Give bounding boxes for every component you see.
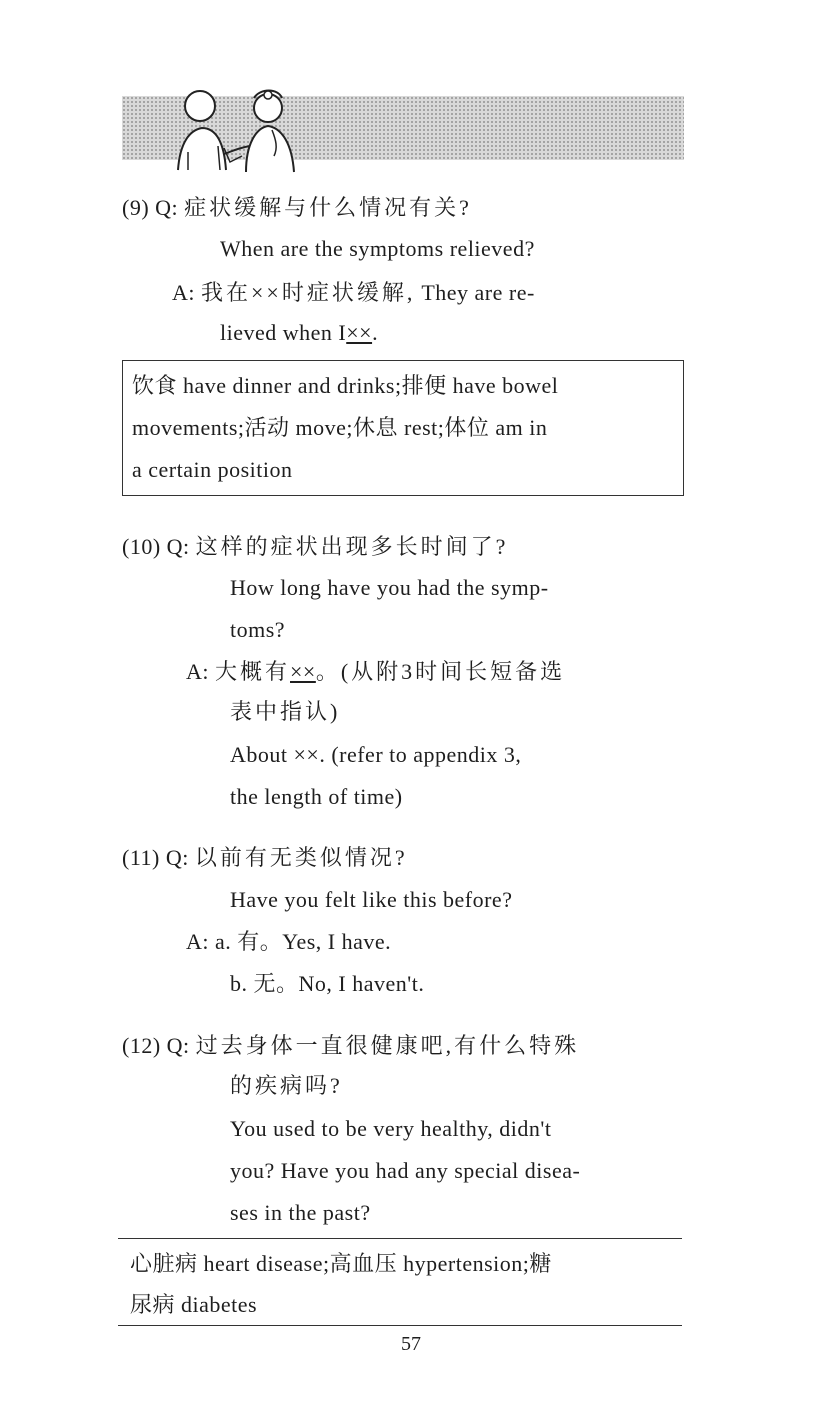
q9-question xyxy=(122,193,472,223)
q9-a-blank: ×× xyxy=(346,320,373,345)
q11-a-label: A: xyxy=(186,929,209,954)
q12-en-2: you? Have you had any special disea- xyxy=(230,1158,581,1183)
q10-label: (10) Q: xyxy=(122,534,190,559)
q9-a-zh: 我在××时症状缓解, xyxy=(201,280,416,305)
q12-zh-2: 的疾病吗? xyxy=(230,1073,343,1098)
q10-a-en-2: the length of time) xyxy=(230,784,403,809)
box2-bottom-rule xyxy=(118,1325,682,1326)
box2-line2: 尿病 diabetes xyxy=(130,1292,258,1317)
q10-a-zh-suffix: 。(从附3时间长短备选 xyxy=(315,659,566,684)
box1-line2: movements;活动 move;休息 rest;体位 am in xyxy=(132,415,548,440)
q10-a-zh-prefix: 大概有 xyxy=(215,659,291,684)
q11-answer xyxy=(186,927,391,957)
doctor-patient-illustration xyxy=(160,82,310,182)
q9-a-en-2: lieved when I xyxy=(220,320,347,345)
q9-zh: 症状缓解与什么情况有关? xyxy=(184,195,472,220)
q10-question xyxy=(122,532,508,562)
q11-en: Have you felt like this before? xyxy=(230,887,513,912)
q11-question xyxy=(122,843,408,873)
q9-a-en-1: They are re- xyxy=(421,280,535,305)
q11-a-option-b: b. 无。No, I haven't. xyxy=(230,971,425,996)
q12-en-3: ses in the past? xyxy=(230,1200,371,1225)
q12-zh-1: 过去身体一直很健康吧,有什么特殊 xyxy=(195,1033,580,1058)
q12-en-1: You used to be very healthy, didn't xyxy=(230,1116,552,1141)
box2-top-rule xyxy=(118,1238,682,1239)
q10-a-en-1: About ××. (refer to appendix 3, xyxy=(230,742,522,767)
q10-a-blank: ×× xyxy=(290,659,316,684)
q10-en-1: How long have you had the symp- xyxy=(230,575,549,600)
q9-answer xyxy=(172,278,535,308)
q10-a-zh-2: 表中指认) xyxy=(230,699,341,724)
q9-answer-cont xyxy=(220,318,378,348)
q11-label: (11) Q: xyxy=(122,845,189,870)
q9-a-label: A: xyxy=(172,280,195,305)
q12-label: (12) Q: xyxy=(122,1033,190,1058)
box1-line3: a certain position xyxy=(132,457,293,482)
q9-label: (9) Q: xyxy=(122,195,179,220)
q9-en: When are the symptoms relieved? xyxy=(220,236,535,261)
box2-line1: 心脏病 heart disease;高血压 hypertension;糖 xyxy=(130,1251,552,1276)
q10-zh: 这样的症状出现多长时间了? xyxy=(195,534,509,559)
box1-line1: 饮食 have dinner and drinks;排便 have bowel xyxy=(132,373,559,398)
q10-a-label: A: xyxy=(186,659,209,684)
q11-a-option-a: a. 有。Yes, I have. xyxy=(215,929,392,954)
page-number: 57 xyxy=(401,1333,421,1355)
q9-a-suffix: . xyxy=(372,320,379,345)
q10-answer xyxy=(186,657,565,687)
q11-zh: 以前有无类似情况? xyxy=(194,845,408,870)
q10-en-2: toms? xyxy=(230,617,286,642)
q12-question xyxy=(122,1031,579,1061)
